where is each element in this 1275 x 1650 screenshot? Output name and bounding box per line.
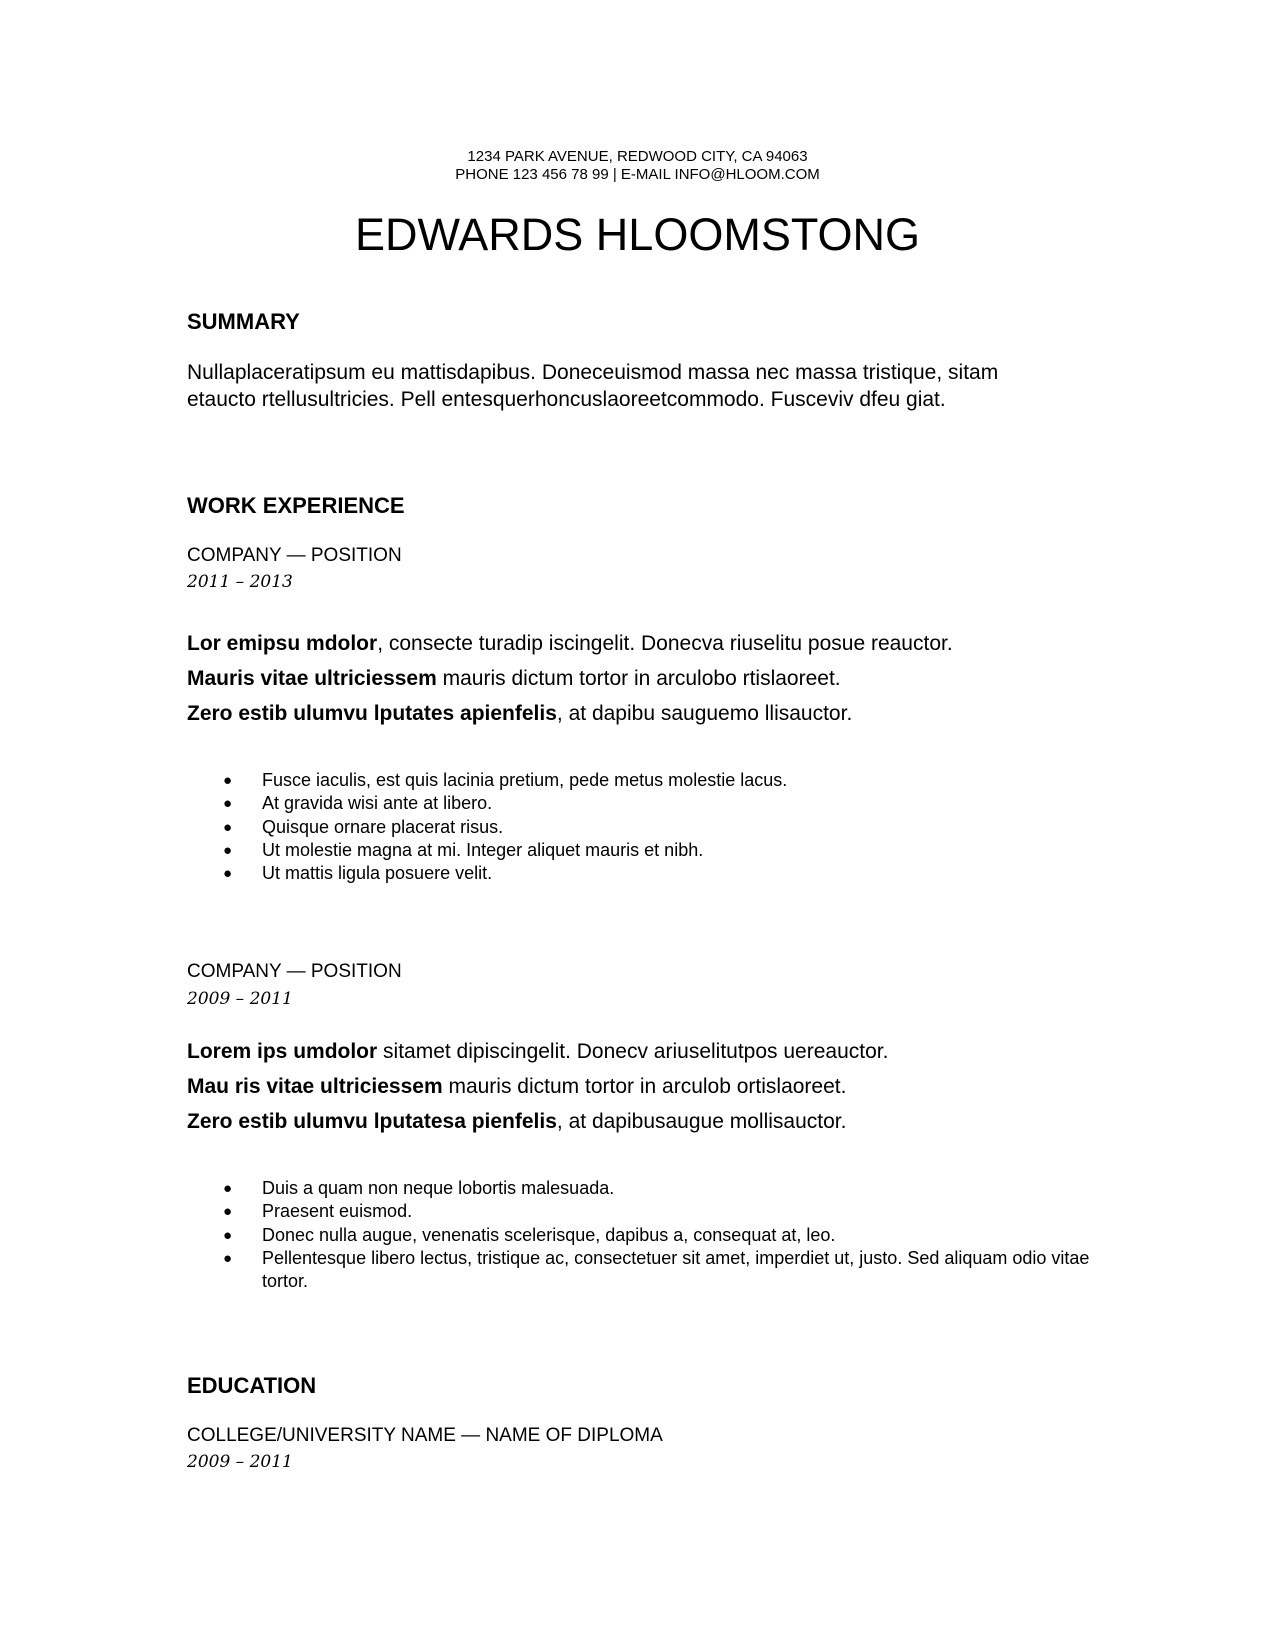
list-item-text: At gravida wisi ante at libero.: [262, 793, 493, 814]
bullet-icon: ●: [223, 795, 233, 813]
job-1-title: COMPANY — POSITION: [187, 545, 402, 566]
list-item-text: Quisque ornare placerat risus.: [262, 816, 504, 837]
job-2-line-2-bold: Mau ris vitae ultriciessem: [187, 1075, 443, 1098]
job-1-line-1-text: , consecte turadip iscingelit. Donecva riuselitu posue reauctor.: [377, 632, 953, 655]
contact-phone-email: PHONE 123 456 78 99 | E-MAIL INFO@HLOOM.COM: [455, 166, 820, 183]
job-2-title: COMPANY — POSITION: [187, 961, 402, 982]
job-1-bullet-list: [220, 769, 1100, 885]
list-item-text: Pellentesque libero lectus, tristique ac, consectetuer sit amet, imperdiet ut, justo. Sed aliquam odio vitae tortor.: [262, 1247, 1090, 1292]
list-item: [220, 839, 1100, 862]
summary-heading: SUMMARY: [187, 309, 300, 334]
bullet-icon: ●: [223, 772, 233, 789]
job-2-line-2: [187, 1073, 846, 1100]
job-2-line-3-bold: Zero estib ulumvu lputatesa pienfelis: [187, 1110, 557, 1133]
list-item: [220, 1200, 1100, 1223]
contact-address: 1234 PARK AVENUE, REDWOOD CITY, CA 94063: [467, 148, 808, 165]
education-title: COLLEGE/UNIVERSITY NAME — NAME OF DIPLOMA: [187, 1425, 663, 1446]
list-item: [220, 1177, 1100, 1200]
bullet-icon: ●: [223, 818, 233, 836]
job-1-line-3-bold: Zero estib ulumvu lputates apienfelis: [187, 702, 557, 725]
job-1-line-1-bold: Lor emipsu mdolor: [187, 632, 378, 655]
job-1-line-2-text: mauris dictum tortor in arculobo rtislaoreet.: [436, 667, 841, 690]
list-item: [220, 1224, 1100, 1247]
job-1-line-1: [187, 630, 953, 657]
list-item-text: Duis a quam non neque lobortis malesuada.: [262, 1178, 615, 1198]
job-2-line-1-text: sitamet dipiscingelit. Donecv ariuselitutpos uereauctor.: [377, 1040, 889, 1063]
bullet-icon: ●: [223, 865, 233, 883]
job-2-line-3: [187, 1108, 846, 1135]
job-2-bullet-list: [220, 1177, 1100, 1293]
job-1-line-2: [187, 665, 841, 692]
job-2-line-1-bold: Lorem ips umdolor: [187, 1040, 378, 1063]
work-experience-heading: WORK EXPERIENCE: [187, 493, 405, 518]
bullet-icon: ●: [223, 1249, 233, 1267]
list-item-text: Ut molestie magna at mi. Integer aliquet mauris et nibh.: [262, 839, 704, 860]
summary-line-2: etaucto rtellusultricies. Pell entesquerhoncuslaoreetcommodo. Fusceviv dfeu giat.: [187, 388, 946, 411]
job-2-dates: 2009 – 2011: [187, 989, 293, 1009]
bullet-icon: ●: [223, 1226, 233, 1244]
bullet-icon: ●: [223, 841, 233, 859]
list-item: [220, 769, 1100, 792]
job-1-dates: 2011 – 2013: [187, 572, 293, 592]
list-item-text: Praesent euismod.: [262, 1201, 413, 1222]
education-heading: EDUCATION: [187, 1373, 317, 1398]
job-1-line-3-text: , at dapibu sauguemo llisauctor.: [556, 702, 853, 725]
education-dates: 2009 – 2011: [187, 1452, 293, 1472]
list-item: [220, 816, 1100, 839]
job-2-line-3-text: , at dapibusaugue mollisauctor.: [556, 1110, 847, 1133]
applicant-name: EDWARDS HLOOMSTONG: [354, 209, 921, 260]
job-2-line-1: [187, 1038, 888, 1065]
list-item: [220, 792, 1100, 815]
list-item-text: Donec nulla augue, venenatis scelerisque, dapibus a, consequat at, leo.: [262, 1224, 836, 1245]
summary-line-1: Nullaplaceratipsum eu mattisdapibus. Doneceuismod massa nec massa tristique, sitam: [187, 361, 999, 384]
bullet-icon: ●: [223, 1180, 233, 1197]
bullet-icon: ●: [223, 1203, 233, 1221]
job-2-line-2-text: mauris dictum tortor in arculob ortislaoreet.: [442, 1075, 847, 1098]
list-item-text: Fusce iaculis, est quis lacinia pretium, pede metus molestie lacus.: [262, 770, 788, 790]
list-item-text: Ut mattis ligula posuere velit.: [262, 863, 493, 884]
list-item: [220, 862, 1100, 885]
job-1-line-3: [187, 700, 852, 727]
job-1-line-2-bold: Mauris vitae ultriciessem: [187, 667, 437, 690]
list-item: [220, 1247, 1100, 1294]
